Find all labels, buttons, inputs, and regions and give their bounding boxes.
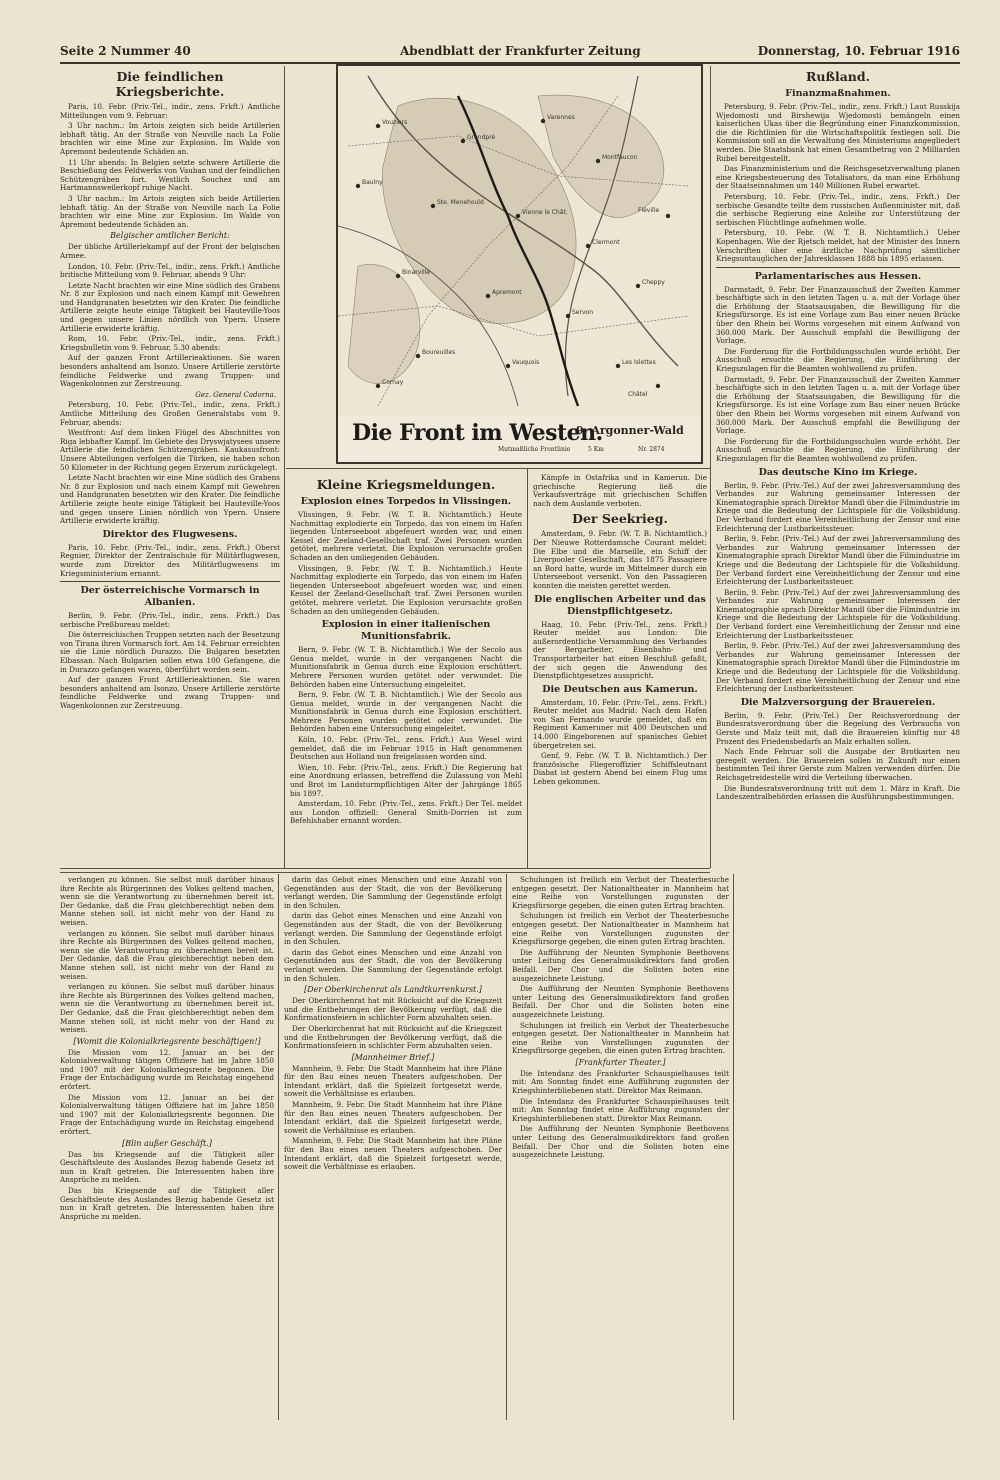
paragraph: Die Aufführung der Neunten Symphonie Beethovens unter Leitung des Generalmusikdirektors fand großen Beifall. Der Chor und die Solisten boten eine ausgezeichnete Leistung. [512,947,729,983]
paragraph: Auf der ganzen Front Artillerieaktionen. Sie waren besonders anhaltend am Isonzo. Unsere Artillerie zerstörte feindliche Feldwerke und zwang Truppen- und Wagenkolonnen zur Zerstreuung. [60,353,280,389]
article-title: Rußland. [805,69,870,84]
dateline: London, 10. Febr. (Priv.-Tel., indir., zens. Frkft.) Amtliche britische Mitteilung vom 9. Februar, abends 9 Uhr: [60,261,280,280]
map-place: Baulny [362,179,383,186]
map-place: Vauquois [512,359,540,366]
divider [716,267,960,268]
subheading: Explosion eines Torpedos in Vlissingen. [300,496,512,507]
paragraph: Schulungen ist freilich ein Verbot der Theaterbesuche entgegen gesetzt. Der Nationaltheater in Mannheim hat eine Reihe von Vorstellungen zugunsten der Kriegsfürsorge gegeben, die einen guten Ertrag brachten. [512,876,729,910]
paragraph: Die österreichischen Truppen setzten nach der Besetzung von Tirana ihren Vormarsch fort. Am 14. Februar erreichten sie die Linie nördlich Durazzo. Die Bulgaren besetzten Elbassan. Nach Bulgarien sollen etwa 100 Gefangene, die in Durazzo gefangen waren, überführt worden sein. [60,630,280,674]
map-place: Vienne le Chât. [522,209,568,216]
paragraph: Vlissingen, 9. Febr. (W. T. B. Nichtamtlich.) Heute Nachmittag explodierte ein Torpedo, das von einem im Hafen liegenden Unterseeboot abgefeuert worden war, und einen Kessel der Zeeland-Gesellschaft traf. Zwei Personen wurden getötet, mehrere verletzt. Die Explosion verursachte großen Schaden an den umliegenden Gebäuden. [290,563,522,616]
paragraph: Die Forderung für die Fortbildungsschulen wurde erhöht. Der Ausschuß ersuchte die Regierung, die Einführung der Kriegszulagen für die Beamten wohlwollend zu prüfen. [716,346,960,374]
dateline: Rom, 10. Febr. (Priv.-Tel., indir., zens. Frkft.) Kriegsbulletin vom 9. Februar, 5.30 abends: [60,334,280,352]
article-title: Direktor des Flugwesens. [102,528,238,540]
map-place: Boureuilles [422,349,456,356]
map-place: Apremont [492,289,522,296]
dateline: Paris, 10. Febr. (Priv.-Tel., indir., zens. Frkft.) Amtliche Mitteilungen vom 9. Februar: [60,102,280,120]
paragraph: Bern, 9. Febr. (W. T. B. Nichtamtlich.) Wie der Secolo aus Genua meldet, wurde in der vergangenen Nacht die Munitionsfabrik in Genua durch eine Explosion erschüttert. Mehrere Personen wurden getötet oder verwundet. Die Behörden haben eine Untersuchung eingeleitet. [290,645,522,689]
paragraph: Mannheim, 9. Febr. Die Stadt Mannheim hat ihre Pläne für den Bau eines neuen Theaters aufgeschoben. Der Intendant erklärt, daß die Spielzeit fortgesetzt werde, soweit die Verhältnisse es erlauben. [284,1100,502,1135]
map-subtitle: 9. Argonner-Wald [576,424,684,437]
column-feindliche-berichte [60,66,280,866]
subheading: [Blin außer Geschäft.] [122,1138,212,1148]
paragraph: Wien, 10. Febr. (Priv.-Tel., zens. Frkft.) Die Regierung hat eine Anordnung erlassen, betreffend die Zulassung von Mehl und Brot im Landsturmpflichtigen Alter der Jahrgänge 1865 bis 1897. [290,762,522,798]
column-russland [716,66,960,1420]
paragraph: Paris, 10. Febr. (Priv.-Tel., indir., zens. Frkft.) Oberst Regnier, Direktor der Zentralschule für Militärflugwesen, wurde zum Direktor des Militärflugwesens im Kriegsministerium ernannt. [60,542,280,578]
subheading: Finanzmaßnahmen. [785,88,891,99]
paragraph: Genf, 9. Febr. (W. T. B. Nichtamtlich.) Der französische Fliegeroffizier Schiffsleutnant Diabat ist gestern Abend bei einem Flug ums Leben gekommen. [533,751,707,787]
paragraph: Letzte Nacht brachten wir eine Mine südlich des Grabens Nr. 8 zur Explosion und nach einem Kampf mit Gewehren und Handgranaten besetzten wir den Krater. Die feindliche Artillerie zeigte heute einige Tätigkeit bei Hauteville-Yoos und gegen unsere Linien nördlich von Ypern. Unsere Artillerie erwiderte kräftig. [60,473,280,526]
paragraph: Auf der ganzen Front Artillerieaktionen. Sie waren besonders anhaltend am Isonzo. Unsere Artillerie zerstörte feindliche Feldwerke und zwang Truppen- und Wagenkolonnen zur Zerstreuung. [60,675,280,711]
page-date: Donnerstag, 10. Februar 1916 [757,44,960,58]
paragraph: Der Oberkirchenrat hat mit Rücksicht auf die Kriegszeit und die Entbehrungen der Bevölkerung verfügt, daß die Konfirmationsfeiern in schlichter Form abzuhalten seien. [284,1023,502,1051]
paragraph: Die Mission vom 12. Januar an bei der Kolonialverwaltung tätigen Offiziere hat im Jahre 1850 und 1907 mit der Kolonialkriegsrente begonnen. Die Frage der Entschädigung wurde im Reichstag eingehend erörtert. [60,1092,274,1137]
paragraph: Mannheim, 9. Febr. Die Stadt Mannheim hat ihre Pläne für den Bau eines neuen Theaters aufgeschoben. Der Intendant erklärt, daß die Spielzeit fortgesetzt werde, soweit die Verhältnisse es erlauben. [284,1063,502,1099]
paragraph: Berlin, 9. Febr. (Priv.-Tel.) Auf der zwei Jahresversammlung des Verbandes zur Wahrung gemeinsamer Interessen der Kinematographie sprach Direktor Mandl über die Filmindustrie im Kriege und die Bedeutung der Lichtspiele für die Volksbildung. Der Verband fordert eine Vereinheitlichung der Zensur und eine Erleichterung der Lustbarkeitssteuer. [716,641,960,694]
subheading: [Mannheimer Brief.] [351,1052,435,1062]
paragraph: Berlin, 9. Febr. (Priv.-Tel.) Auf der zwei Jahresversammlung des Verbandes zur Wahrung gemeinsamer Interessen der Kinematographie sprach Direktor Mandl über die Filmindustrie im Kriege und die Bedeutung der Lichtspiele für die Volksbildung. Der Verband fordert eine Vereinheitlichung der Zensur und eine Erleichterung der Lustbarkeitssteuer. [716,480,960,533]
article-title: Die Malzversorgung der Brauereien. [740,696,936,708]
article-title: Kleine Kriegsmeldungen. [316,477,496,492]
map-title: Die Front im Westen. [352,420,603,446]
dateline: Berlin, 9. Febr. (Priv.-Tel., indir., zens. Frkft.) Das serbische Preßbureau meldet: [60,611,280,629]
paragraph: Kämpfe in Ostafrika und in Kamerun. Die griechische Regierung ließ die Verkaufsverträge mit griechischen Schiffen nach dem Auslande verboten. [533,474,707,508]
article-title: Die englischen Arbeiter und das Dienstpflichtgesetz. [534,593,706,617]
column-seekrieg [533,474,707,866]
paragraph: Das bis Kriegsende auf die Tätigkeit aller Geschäftsleute des Auslandes Bezug habende Gesetz ist nun in Kraft getreten. Die Interessenten haben ihre Ansprüche zu melden. [60,1186,274,1221]
subheading: [Womit die Kolonialkriegsrente beschäftigen!] [73,1036,261,1046]
paragraph: 3 Uhr nachm.: Im Artois zeigten sich beide Artillerien lebhaft tätig. An der Straße von Neuville nach La Folie brachten wir eine Mine zur Explosion. Im Walde von Apremont bedeutende Schäden an. [60,121,280,156]
bottom-column-2 [284,876,502,1416]
map-scale: 5 Km [588,446,604,453]
paragraph: Bern, 9. Febr. (W. T. B. Nichtamtlich.) Wie der Secolo aus Genua meldet, wurde in der vergangenen Nacht die Munitionsfabrik in Genua durch eine Explosion erschüttert. Mehrere Personen wurden getötet oder verwundet. Die Behörden haben eine Untersuchung eingeleitet. [290,690,522,734]
paragraph: Amsterdam, 10. Febr. (Priv.-Tel., zens. Frkft.) Reuter meldet aus Madrid: Nach dem Hafen von San Fernando wurde gemeldet, daß ein Regiment Kameruner mit 400 Deutschen und 14.000 Eingeborenen auf spanisches Gebiet übergetreten sei. [533,697,707,750]
paragraph: Schulungen ist freilich ein Verbot der Theaterbesuche entgegen gesetzt. Der Nationaltheater in Mannheim hat eine Reihe von Vorstellungen zugunsten der Kriegsfürsorge gegeben, die einen guten Ertrag brachten. [512,1020,729,1056]
paragraph: verlangen zu können. Sie selbst muß darüber hinaus ihre Rechte als Bürgerinnen des Volkes geltend machen, wenn sie die Verantwortung zu übernehmen bereit ist. Der Gedanke, daß die Frau gleichberechtigt neben dem Manne stehen soll, ist nicht mehr von der Hand zu weisen. [60,876,274,927]
article-title: Der österreichische Vormarsch in Albanien. [80,585,260,609]
subheading: [Der Oberkirchenrat als Landtkurrenkurst.] [304,985,482,995]
map-place: Fléville [638,207,660,214]
article-title: Parlamentarisches aus Hessen. [754,270,922,282]
paragraph: Berlin, 9. Febr. (Priv.-Tel.) Auf der zwei Jahresversammlung des Verbandes zur Wahrung gemeinsamer Interessen der Kinematographie sprach Direktor Mandl über die Filmindustrie im Kriege und die Bedeutung der Lichtspiele für die Volksbildung. Der Verband fordert eine Vereinheitlichung der Zensur und eine Erleichterung der Lustbarkeitssteuer. [716,587,960,640]
paragraph: Die Intendanz des Frankfurter Schauspielhauses teilt mit: Am Sonntag findet eine Aufführung zugunsten der Kriegshinterbliebenen statt. Direktor Max Reimann. [512,1068,729,1096]
paragraph: Petersburg, 10. Febr. (Priv.-Tel., indir., zens. Frkft.) Der serbische Gesandte teilte dem russischen Außenminister mit, daß die serbische Regierung eine Anleihe zur Unterstützung der serbischen Flüchtlinge aufnehmen wolle. [716,191,960,227]
paragraph: darin das Gebot eines Menschen und eine Anzahl von Gegenständen aus der Stadt, die von der Bevölkerung verlangt werden. Die Sammlung der Gegenstände erfolgt in den Schulen. [284,947,502,983]
paragraph: 3 Uhr nachm.: Im Artois zeigten sich beide Artillerien lebhaft tätig. An der Straße von Neuville nach La Folie brachten wir eine Mine zur Explosion. Im Walde von Apremont bedeutende Schäden an. [60,193,280,229]
paragraph: verlangen zu können. Sie selbst muß darüber hinaus ihre Rechte als Bürgerinnen des Volkes geltend machen, wenn sie die Verantwortung zu übernehmen bereit ist. Der Gedanke, daß die Frau gleichberechtigt neben dem Manne stehen soll, ist nicht mehr von der Hand zu weisen. [60,982,274,1035]
column-rule [527,468,528,868]
paragraph: Die Aufführung der Neunten Symphonie Beethovens unter Leitung des Generalmusikdirektors fand großen Beifall. Der Chor und die Solisten boten eine ausgezeichnete Leistung. [512,984,729,1019]
map-place: Châtel [628,391,648,398]
paragraph: Berlin, 9. Febr. (Priv.-Tel.) Auf der zwei Jahresversammlung des Verbandes zur Wahrung gemeinsamer Interessen der Kinematographie sprach Direktor Mandl über die Filmindustrie im Kriege und die Bedeutung der Lichtspiele für die Volksbildung. Der Verband fordert eine Vereinheitlichung der Zensur und eine Erleichterung der Lustbarkeitssteuer. [716,534,960,587]
map-place: Servon [572,309,593,316]
paragraph: verlangen zu können. Sie selbst muß darüber hinaus ihre Rechte als Bürgerinnen des Volkes geltend machen, wenn sie die Verantwortung zu übernehmen bereit ist. Der Gedanke, daß die Frau gleichberechtigt neben dem Manne stehen soll, ist nicht mehr von der Hand zu weisen. [60,928,274,981]
map-place: Varennes [547,114,575,121]
paragraph: Westfront: Auf dem linken Flügel des Abschnittes von Riga lebhafter Kampf. Im Gebiete des Dryswjatysees unsere Artillerie die feindlichen Schützengräben. Kaukasusfront: Unsere Abteilungen verfolgen die Türken, sie haben schon 50 Kilometer in der Richtung gegen Erzerum zurückgelegt. [60,428,280,472]
paragraph: Amsterdam, 10. Febr. (Priv.-Tel., zens. Frkft.) Der Tel. meldet aus London offiziell: General Smith-Dorrien ist zum Befehlshaber ernannt worden. [290,799,522,826]
paragraph: Die Forderung für die Fortbildungsschulen wurde erhöht. Der Ausschuß ersuchte die Regierung, die Einführung der Kriegszulagen für die Beamten wohlwollend zu prüfen. [716,436,960,463]
bottom-column-1 [60,876,274,1416]
paragraph: darin das Gebot eines Menschen und eine Anzahl von Gegenständen aus der Stadt, die von der Bevölkerung verlangt werden. Die Sammlung der Gegenstände erfolgt in den Schulen. [284,911,502,947]
map-place: Clermont [592,239,620,246]
paragraph: Petersburg, 10. Febr. (W. T. B. Nichtamtlich.) Ueber Kopenhagen. Wie der Rjetsch meldet, hat der Minister des Innern Verschriften über eine ärztliche Nachprüfung sämtlicher Kriegsuntauglichen der Jahresklassen 1888 bis 1895 erlassen. [716,228,960,264]
paragraph: Das Finanzministerium und die Reichsgesetzverwaltung planen eine Kriegsbesteuerung des Totalisators, da man eine Erhöhung der Staatseinnahmen um 140 Millionen Rubel erwartet. [716,164,960,191]
map-legend: Mutmaßliche Frontlinie [498,446,571,453]
paragraph: Petersburg, 9. Febr. (Priv.-Tel., indir., zens. Frkft.) Laut Russkija Wjedomosti und Birshewija Wjedomosti bemängeln einen kaiserlichen Ukas über die Begründung einer Finanzkommission, die die Richtlinien für die Wirtschaftspolitik festlegen soll. Die Kommission soll an die Verwaltung des Ministeriums angegliedert werden. Die Staatsbank hat einen Gesamtbetrag von 2 Milliarden Rubel bereitgestellt. [716,102,960,163]
paragraph: darin das Gebot eines Menschen und eine Anzahl von Gegenständen aus der Stadt, die von der Bevölkerung verlangt werden. Die Sammlung der Gegenstände erfolgt in den Schulen. [284,876,502,910]
map-place: Binarville [402,269,430,276]
page-header [60,42,960,64]
map-place: Grandpré [467,134,496,141]
article-title: Die Deutschen aus Kamerun. [542,683,698,695]
paragraph: Mannheim, 9. Febr. Die Stadt Mannheim hat ihre Pläne für den Bau eines neuen Theaters aufgeschoben. Der Intendant erklärt, daß die Spielzeit fortgesetzt werde, soweit die Verhältnisse es erlauben. [284,1136,502,1172]
map-place: Vouziers [382,119,408,126]
map-place: Les Islettes [622,359,656,366]
paragraph: Die Aufführung der Neunten Symphonie Beethovens unter Leitung des Generalmusikdirektors fand großen Beifall. Der Chor und die Solisten boten eine ausgezeichnete Leistung. [512,1124,729,1160]
column-rule [506,874,507,1420]
column-rule [278,874,279,1420]
column-kriegsmeldungen [290,474,522,866]
paragraph: 11 Uhr abends: In Belgien setzte schwere Artillerie die Beschießung des Feldwerks von Vauban und der feindlichen Schützengräben fort. Westlich Souchez und am Hartmannsweilerkopf ruhige Nacht. [60,157,280,193]
paragraph: Berlin, 9. Febr. (Priv.-Tel.) Der Reichsverordnung der Bundesratsverordnung über die Regelung des Verbrauchs von Gerste und Malz teilt mit, daß die Brauereien künftig nur 48 Prozent des Friedensbedarfs an Malz erhalten sollen. [716,710,960,746]
map-number: Nr. 2874 [638,446,665,453]
paragraph: Köln, 10. Febr. (Priv.-Tel., zens. Frkft.) Aus Wesel wird gemeldet, daß die im Februar 1915 in Haft genommenen Deutschen aus Holland nun freigelassen worden sind. [290,735,522,762]
map-place: Cornay [382,379,404,386]
section-rule [286,468,710,469]
map-place: Montfaucon [602,154,638,161]
section-rule [60,868,710,873]
article-title: Das deutsche Kino im Kriege. [758,466,918,478]
paragraph: Amsterdam, 9. Febr. (W. T. B. Nichtamtlich.) Der Nieuwe Rotterdamsche Courant meldet: Die Elbe und die Marseille, ein Schiff der Liverpooler Gesellschaft, das 1875 Passagiere an Bord hatte, wurde im Mittelmeer durch ein Unterseeboot versenkt. Von den Passagieren konnten die meisten gerettet werden. [533,529,707,590]
paragraph: Die Bundesratsverordnung tritt mit dem 1. März in Kraft. Die Landeszentralbehörden erlassen die Ausführungsbestimmungen. [716,783,960,802]
paragraph: Haag, 10. Febr. (Priv.-Tel., zens. Frkft.) Reuter meldet aus London: Die außerordentliche Versammlung des Verbandes der Bergarbeiter, Eisenbahn- und Transportarbeiter hat einen Beschluß gefaßt, der sich gegen die Anwendung des Dienstpflichtgesetzes ausspricht. [533,619,707,681]
article-title: Die feindlichen Kriegsberichte. [115,69,225,99]
paragraph: Letzte Nacht brachten wir eine Mine südlich des Grabens Nr. 8 zur Explosion und nach einem Kampf mit Gewehren und Handgranaten besetzten wir den Krater. Die feindliche Artillerie zeigte heute einige Tätigkeit bei Hauteville-Yoos und gegen unsere Linien nördlich von Ypern. Unsere Artillerie erwiderte kräftig. [60,280,280,333]
paragraph: Schulungen ist freilich ein Verbot der Theaterbesuche entgegen gesetzt. Der Nationaltheater in Mannheim hat eine Reihe von Vorstellungen zugunsten der Kriegsfürsorge gegeben, die einen guten Ertrag brachten. [512,911,729,947]
article-title: Der Seekrieg. [572,511,668,527]
paragraph: Der Oberkirchenrat hat mit Rücksicht auf die Kriegszeit und die Entbehrungen der Bevölkerung verfügt, daß die Konfirmationsfeiern in schlichter Form abzuhalten seien. [284,996,502,1023]
map-place: Cheppy [642,279,665,286]
subheading: Explosion in einer italienischen Munitionsfabrik. [321,619,491,643]
page-number: Seite 2 Nummer 40 [60,44,191,58]
masthead: Abendblatt der Frankfurter Zeitung [400,44,641,58]
paragraph: Vlissingen, 9. Febr. (W. T. B. Nichtamtlich.) Heute Nachmittag explodierte ein Torpedo, das von einem im Hafen liegenden Unterseeboot abgefeuert worden war, und einen Kessel der Zeeland-Gesellschaft traf. Zwei Personen wurden getötet, mehrere verletzt. Die Explosion verursachte großen Schaden an den umliegenden Gebäuden. [290,510,522,562]
paragraph: Der übliche Artilleriekampf auf der Front der belgischen Armee. [60,242,280,260]
paragraph: Die Mission vom 12. Januar an bei der Kolonialverwaltung tätigen Offiziere hat im Jahre 1850 und 1907 mit der Kolonialkriegsrente begonnen. Die Frage der Entschädigung wurde im Reichstag eingehend erörtert. [60,1047,274,1092]
map-drawing [338,66,701,416]
map-place: Ste. Menehould [437,199,484,206]
subheading: Belgischer amtlicher Bericht: [110,231,230,241]
paragraph: Darmstadt, 9. Febr. Der Finanzausschuß der Zweiten Kammer beschäftigte sich in den letzten Tagen u. a. mit der Vorlage über die Erhöhung der Staatsausgaben, die Bewilligung für die Kriegsfürsorge. Es ist eine Vorlage zum Bau einer neuen Brücke über den Rhein bei Worms vorgesehen mit einem Aufwand von 360.000 Mark. Der Ausschuß empfahl die Bewilligung der Vorlage. [716,284,960,346]
dateline: Petersburg, 10. Febr. (Priv.-Tel., indir., zens. Frkft.) Amtliche Mitteilung des Großen Generalstabs vom 9. Februar, abends: [60,400,280,427]
subheading: [Frankfurter Theater.] [575,1057,666,1067]
bottom-column-3 [512,876,729,1416]
paragraph: Darmstadt, 9. Febr. Der Finanzausschuß der Zweiten Kammer beschäftigte sich in den letzten Tagen u. a. mit der Vorlage über die Erhöhung der Staatsausgaben, die Bewilligung für die Kriegsfürsorge. Es ist eine Vorlage zum Bau einer neuen Brücke über den Rhein bei Worms vorgesehen mit einem Aufwand von 360.000 Mark. Der Ausschuß empfahl die Bewilligung der Vorlage. [716,374,960,436]
column-rule [710,66,711,868]
column-rule [284,66,285,868]
signature: Gez. General Cadorna. [195,390,276,399]
paragraph: Die Intendanz des Frankfurter Schauspielhauses teilt mit: Am Sonntag findet eine Aufführung zugunsten der Kriegshinterbliebenen statt. Direktor Max Reimann. [512,1096,729,1123]
divider [60,581,280,582]
paragraph: Das bis Kriegsende auf die Tätigkeit aller Geschäftsleute des Auslandes Bezug habende Gesetz ist nun in Kraft getreten. Die Interessenten haben ihre Ansprüche zu melden. [60,1149,274,1185]
front-map [336,64,703,464]
paragraph: Nach Ende Februar soll die Ausgabe der Brotkarten neu geregelt werden. Die Brauereien sollen in Zukunft nur einen bestimmten Teil ihrer Gerste zum Malzen verwenden dürfen. Die Reichsgetreidestelle wird die Verteilung überwachen. [716,747,960,782]
